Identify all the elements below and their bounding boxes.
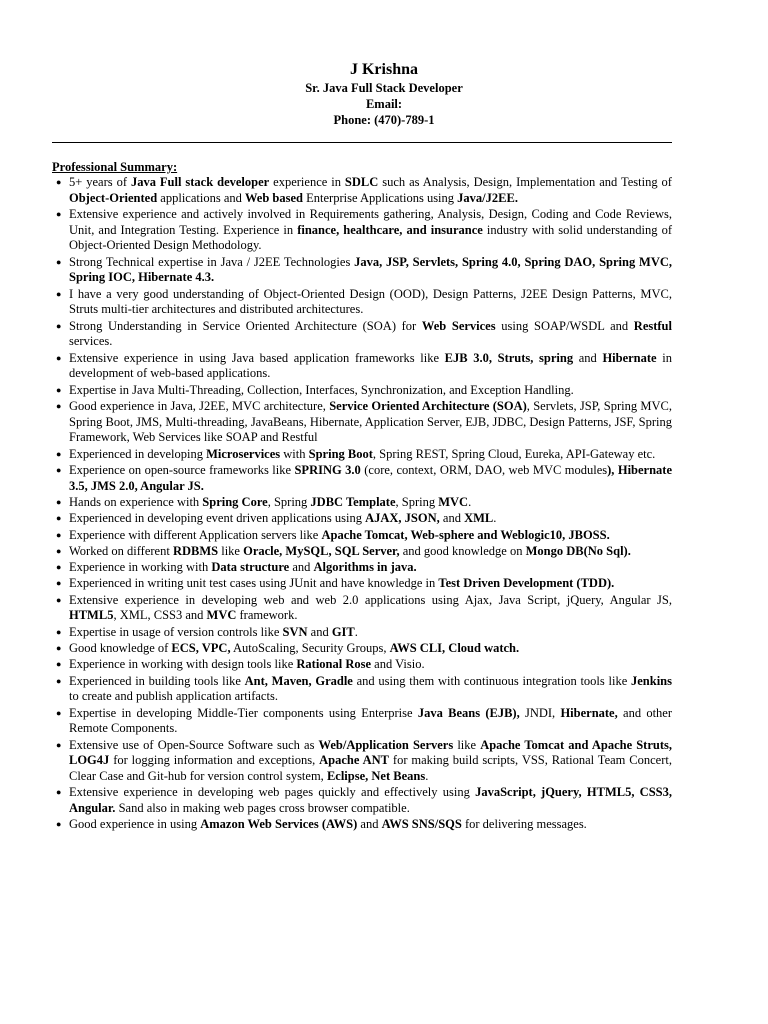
bold-text: Jenkins xyxy=(631,673,672,688)
bold-text: Service Oriented Architecture (SOA) xyxy=(329,399,527,413)
bold-text: HTML5 xyxy=(69,608,114,623)
text: . xyxy=(354,624,358,639)
bold-text: JavaScript, jQuery, HTML5, CSS3, Angular. xyxy=(69,785,672,816)
bold-text: Rational Rose xyxy=(296,657,372,672)
bold-text: Web/Application Servers xyxy=(318,737,454,752)
text: and other Remote Components. xyxy=(69,705,673,736)
text: and Visio. xyxy=(371,657,425,672)
bold-text: Java, JSP, Servlets, Spring 4.0, Spring DAO, Spring MVC, Spring IOC, Hibernate 4.3. xyxy=(69,254,672,285)
text: Hands on experience with xyxy=(69,495,203,509)
bold-text: Test Driven Development (TDD). xyxy=(438,576,615,591)
bold-text: SDLC xyxy=(344,175,379,189)
summary-bullet-item xyxy=(52,447,672,463)
bold-text: Data structure xyxy=(211,560,290,575)
text: for delivering messages. xyxy=(461,817,587,832)
text: Experience with different Application servers like xyxy=(69,527,322,542)
text: , Spring xyxy=(267,495,311,509)
summary-bullet-item xyxy=(52,785,672,816)
resume-header xyxy=(0,60,768,128)
bold-text: Hibernate, xyxy=(560,705,618,720)
bold-text: SPRING 3.0 xyxy=(294,463,361,477)
text: to create and publish application artifacts. xyxy=(69,689,278,704)
text: . xyxy=(468,495,472,509)
summary-bullet-item xyxy=(52,511,672,527)
bold-text: ), Hibernate 3.5, JMS 2.0, Angular JS. xyxy=(69,463,672,493)
bold-text: Apache ANT xyxy=(319,753,390,768)
bullet-dot-icon: ● xyxy=(56,465,62,475)
bullet-dot-icon: ● xyxy=(56,787,62,798)
bold-text: Oracle, MySQL, SQL Server, xyxy=(243,543,400,558)
bullet-dot-icon: ● xyxy=(56,288,62,299)
summary-bullet-item xyxy=(52,495,672,511)
text: (core, context, ORM, DAO, web MVC modules xyxy=(360,463,608,477)
bullet-dot-icon: ● xyxy=(56,529,62,540)
summary-bullet-item xyxy=(52,576,672,592)
summary-bullet-item xyxy=(52,593,672,624)
bold-text: Web Services xyxy=(421,318,496,333)
text: Strong Understanding in Service Oriented Architecture (SOA) for xyxy=(69,318,422,333)
bold-text: Microservices xyxy=(206,446,281,461)
bold-text: SVN xyxy=(282,624,308,639)
summary-bullet-item xyxy=(52,706,672,737)
text: Experienced in building tools like xyxy=(69,673,245,688)
text: experience in xyxy=(269,175,345,189)
bold-text: Restful xyxy=(633,318,672,333)
text: using SOAP/WSDL and xyxy=(495,318,634,333)
text: Expertise in Java Multi-Threading, Collection, Interfaces, Synchronization, and Exception Handling. xyxy=(69,382,574,397)
bullet-dot-icon: ● xyxy=(56,675,62,686)
bullet-dot-icon: ● xyxy=(56,739,62,750)
text: 5+ years of xyxy=(69,175,131,189)
text: Strong Technical expertise in Java / J2EE Technologies xyxy=(69,254,355,269)
bullet-dot-icon: ● xyxy=(56,256,62,267)
summary-bullet-item xyxy=(52,817,672,833)
bold-text: Amazon Web Services (AWS) xyxy=(200,817,358,832)
text: , Servlets, JSP, Spring MVC, Spring Boot, JMS, Multi-threading, JavaBeans, Hibernate, Application Server, EJB, JDBC, Design Patterns, JSF, Spring Framework, Web Services like SOAP and Restful xyxy=(69,399,672,445)
bold-text: Web based xyxy=(245,190,304,205)
bold-text: Spring Core xyxy=(202,495,268,509)
text: and xyxy=(573,350,603,365)
bold-text: Algorithms in java. xyxy=(313,560,417,575)
text: JNDI, xyxy=(519,705,561,720)
candidate-name: J Krishna xyxy=(349,61,418,78)
section-heading-professional-summary: Professional Summary: xyxy=(52,160,178,174)
bullet-dot-icon: ● xyxy=(56,578,62,589)
bullet-dot-icon: ● xyxy=(56,562,62,573)
text: Experienced in writing unit test cases using JUnit and have knowledge in xyxy=(69,576,439,591)
bold-text: Java Full stack developer xyxy=(130,175,270,189)
text: and xyxy=(307,624,332,639)
text: , XML, CSS3 and xyxy=(113,608,207,623)
summary-bullet-item xyxy=(52,399,672,446)
bullet-dot-icon: ● xyxy=(56,352,62,363)
bold-text: GIT xyxy=(331,624,355,639)
bullet-dot-icon: ● xyxy=(56,320,62,331)
summary-bullet-item xyxy=(52,674,672,705)
text: Enterprise Applications using xyxy=(303,190,458,205)
summary-bullet-item xyxy=(52,560,672,576)
bold-text: Object-Oriented xyxy=(69,190,158,205)
text: Expertise in developing Middle-Tier components using Enterprise xyxy=(69,705,418,720)
text: , Spring xyxy=(395,495,439,509)
bullet-dot-icon: ● xyxy=(56,659,62,670)
text: and good knowledge on xyxy=(399,543,526,558)
text: and xyxy=(439,511,465,526)
text: and using them with continuous integration tools like xyxy=(352,673,631,688)
bold-text: Apache Tomcat and Apache Struts, LOG4J xyxy=(69,737,673,768)
summary-bullet-item xyxy=(52,528,672,544)
bullet-dot-icon: ● xyxy=(56,209,62,219)
bold-text: Ant, Maven, Gradle xyxy=(244,673,353,688)
bold-text: Java Beans (EJB), xyxy=(417,705,520,720)
text: services. xyxy=(69,334,113,349)
text: framework. xyxy=(236,608,298,623)
bullet-dot-icon: ● xyxy=(56,819,62,830)
bullet-dot-icon: ● xyxy=(56,545,62,556)
text: and xyxy=(289,560,314,575)
bold-text: MVC xyxy=(206,608,237,623)
text: applications and xyxy=(157,190,245,205)
bullet-dot-icon: ● xyxy=(56,497,62,507)
text: like xyxy=(218,543,244,558)
summary-bullet-item xyxy=(52,175,672,206)
summary-bullet-item xyxy=(52,641,672,657)
bold-text: RDBMS xyxy=(172,543,219,558)
text: . xyxy=(493,511,497,526)
bullet-dot-icon: ● xyxy=(56,401,62,411)
summary-bullet-item xyxy=(52,319,672,350)
bullet-dot-icon: ● xyxy=(56,448,62,459)
text: and xyxy=(357,817,382,832)
text: Good experience in Java, J2EE, MVC architecture, xyxy=(69,399,330,413)
phone-line: Phone: (470)-789-1 xyxy=(333,113,435,127)
bold-text: XML xyxy=(464,511,494,526)
text: Experience in working with xyxy=(69,560,212,575)
text: like xyxy=(453,737,481,752)
bullet-dot-icon: ● xyxy=(56,177,62,187)
text: Worked on different xyxy=(69,543,173,558)
bold-text: JDBC Template xyxy=(310,495,396,509)
bold-text: AWS CLI, Cloud watch. xyxy=(389,641,520,656)
text: Good knowledge of xyxy=(69,641,172,656)
bold-text: ECS, VPC, xyxy=(171,641,231,656)
header-divider xyxy=(52,142,672,143)
bold-text: MVC xyxy=(438,495,469,509)
text: , Spring REST, Spring Cloud, Eureka, API-Gateway etc. xyxy=(372,446,656,461)
bullet-dot-icon: ● xyxy=(56,643,62,654)
bullet-dot-icon: ● xyxy=(56,626,62,637)
summary-bullet-item xyxy=(52,351,672,382)
bullet-dot-icon: ● xyxy=(56,384,62,395)
text: . xyxy=(425,769,429,784)
text: Experience in working with design tools like xyxy=(69,657,297,672)
text: in development of web-based applications. xyxy=(69,350,672,381)
job-title: Sr. Java Full Stack Developer xyxy=(305,81,463,95)
text: Expertise in usage of version controls like xyxy=(69,624,283,639)
bullet-dot-icon: ● xyxy=(56,594,62,605)
text: Extensive experience in using Java based application frameworks like xyxy=(69,350,445,365)
bullet-dot-icon: ● xyxy=(56,707,62,718)
summary-bullet-item xyxy=(52,207,672,254)
summary-bullet-item xyxy=(52,544,672,560)
bold-text: Java/J2EE. xyxy=(457,190,518,205)
text: AutoScaling, Security Groups, xyxy=(230,641,390,656)
text: Extensive experience in developing web pages quickly and effectively using xyxy=(69,785,476,800)
text: Experience on open-source frameworks like xyxy=(69,463,295,477)
bold-text: Mongo DB(No Sql). xyxy=(525,543,631,558)
text: I have a very good understanding of Object-Oriented Design (OOD), Design Patterns, J2EE Design Patterns, MVC, Struts multi-tier architectures and distributed architectures. xyxy=(69,286,672,317)
text: Extensive experience and actively involved in Requirements gathering, Analysis, Design, Coding and Code Reviews, Unit, and Integration Testing. Experience in xyxy=(69,207,672,237)
bold-text: AJAX, JSON, xyxy=(365,511,440,526)
text: Sand also in making web pages cross browser compatible. xyxy=(115,801,410,816)
summary-bullet-item xyxy=(52,287,672,318)
text: Good experience in using xyxy=(69,817,201,832)
bold-text: EJB 3.0, Struts, spring xyxy=(444,350,574,365)
text: Extensive experience in developing web and web 2.0 applications using Ajax, Java Script, jQuery, Angular JS, xyxy=(69,592,672,607)
text: industry with solid understanding of Object-Oriented Design Methodology. xyxy=(69,222,672,253)
bold-text: Hibernate xyxy=(602,350,657,365)
text: with xyxy=(280,446,309,461)
bold-text: Eclipse, Net Beans xyxy=(326,769,426,784)
summary-bullet-item xyxy=(52,463,672,494)
text: Experienced in developing event driven applications using xyxy=(69,511,366,526)
summary-bullet-item xyxy=(52,657,672,673)
summary-bullet-item xyxy=(52,738,672,785)
summary-bullet-item xyxy=(52,255,672,286)
bold-text: finance, healthcare, and insurance xyxy=(297,222,483,237)
bold-text: Apache Tomcat, Web-sphere and Weblogic10, JBOSS. xyxy=(321,527,610,542)
text: for logging information and exceptions, xyxy=(109,753,320,768)
text: such as Analysis, Design, Implementation and Testing of xyxy=(378,175,672,189)
text: Experienced in developing xyxy=(69,446,207,461)
bold-text: AWS SNS/SQS xyxy=(381,817,462,832)
text: for making build scripts, VSS, Rational Team Concert, Clear Case and Git-hub for version control system, xyxy=(69,753,672,784)
summary-bullet-list xyxy=(52,175,672,834)
summary-bullet-item xyxy=(52,625,672,641)
bullet-dot-icon: ● xyxy=(56,513,62,524)
text: Extensive use of Open-Source Software such as xyxy=(69,737,319,752)
bold-text: Spring Boot xyxy=(308,446,373,461)
email-line: Email: xyxy=(365,97,403,111)
summary-bullet-item xyxy=(52,383,672,399)
